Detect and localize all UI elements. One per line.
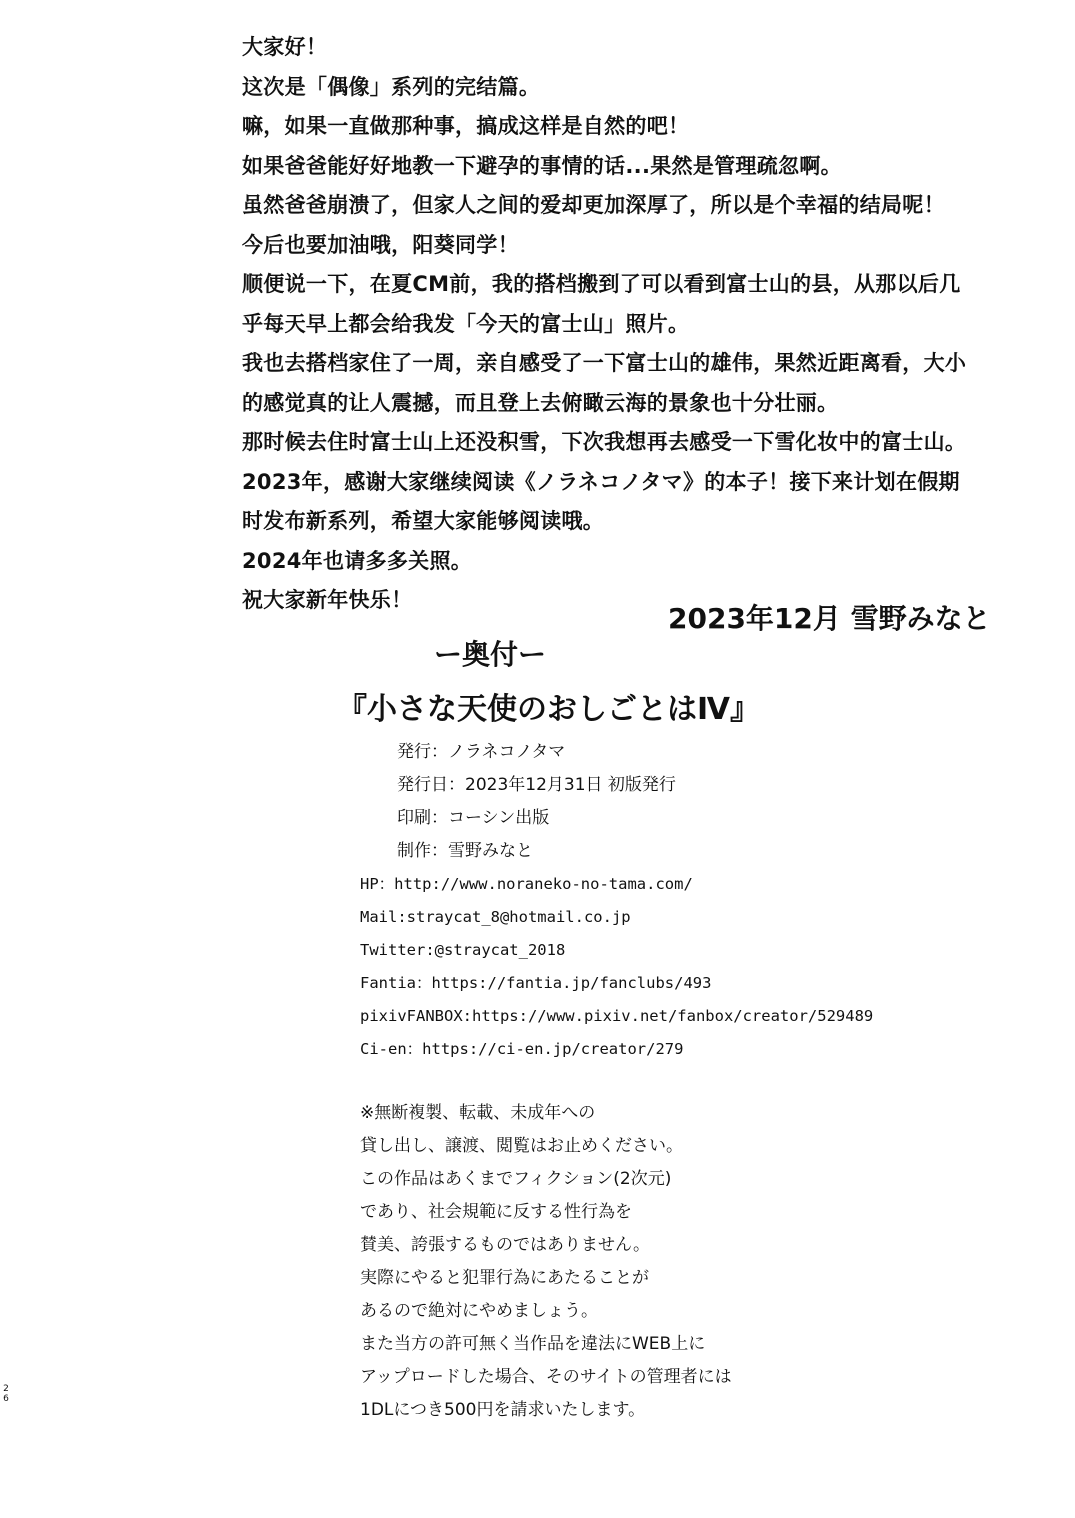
notice-line: また当方の許可無く当作品を違法にWEB上に — [360, 1334, 706, 1354]
notice-line: 貸し出し、譲渡、閲覧はお止めください。 — [360, 1136, 683, 1156]
notice-line: ※無断複製、転載、未成年への — [360, 1103, 596, 1123]
publication-info — [397, 736, 676, 868]
homepage-link: HP：http://www.noraneko-no-tama.com/ — [360, 875, 693, 893]
afterword-line: 乎每天早上都会给我发「今天的富士山」照片。 — [242, 311, 690, 336]
publisher-row: 発行：ノラネコノタマ — [397, 742, 566, 762]
afterword-line: 今后也要加油哦，阳葵同学！ — [242, 232, 519, 257]
page-number: 26 — [3, 1384, 9, 1404]
afterword-text — [242, 28, 1022, 621]
afterword-line: 这次是「偶像」系列的完结篇。 — [242, 74, 541, 99]
afterword-line: 我也去搭档家住了一周，亲自感受了一下富士山的雄伟，果然近距离看，大小 — [242, 351, 967, 375]
colophon-heading: ー奥付ー — [434, 638, 547, 671]
notice-line: あるので絶対にやめましょう。 — [360, 1301, 598, 1321]
afterword-line: 嘛，如果一直做那种事，搞成这样是自然的吧！ — [242, 114, 690, 138]
fantia-link: Fantia：https://fantia.jp/fanclubs/493 — [360, 974, 712, 992]
producer-row: 制作：雪野みなと — [397, 841, 533, 861]
legal-notice — [360, 1097, 732, 1427]
printer-row: 印刷：コーシン出版 — [397, 808, 550, 828]
notice-line: 1DLにつき500円を請求いたします。 — [360, 1400, 646, 1420]
afterword-line: 的感觉真的让人震撼，而且登上去俯瞰云海的景象也十分壮丽。 — [242, 390, 839, 415]
fanbox-link: pixivFANBOX:https://www.pixiv.net/fanbox/creator/529489 — [360, 1007, 874, 1025]
cien-link: Ci-en：https://ci-en.jp/creator/279 — [360, 1040, 684, 1058]
notice-line: であり、社会規範に反する性行為を — [360, 1202, 632, 1222]
notice-line: 賛美、誇張するものではありません。 — [360, 1235, 651, 1255]
afterword-line: 如果爸爸能好好地教一下避孕的事情的话...果然是管理疏忽啊。 — [242, 153, 842, 178]
notice-line: 実際にやると犯罪行為にあたることが — [360, 1268, 649, 1288]
afterword-line: 祝大家新年快乐！ — [242, 588, 413, 612]
afterword-line: 时发布新系列，希望大家能够阅读哦。 — [242, 509, 605, 533]
afterword-line: 那时候去住时富士山上还没积雪，下次我想再去感受一下雪化妆中的富士山。 — [242, 430, 967, 454]
notice-line: この作品はあくまでフィクション(2次元) — [360, 1169, 672, 1189]
afterword-line: 大家好！ — [242, 35, 328, 59]
mail-address: Mail:straycat_8@hotmail.co.jp — [360, 908, 631, 926]
book-title: 『小さな天使のおしごとはⅣ』 — [337, 692, 760, 727]
notice-line: アップロードした場合、そのサイトの管理者には — [360, 1367, 732, 1387]
author-signature: 2023年12月 雪野みなと — [668, 602, 991, 635]
afterword-line: 2023年，感谢大家继续阅读《ノラネコノタマ》的本子！接下来计划在假期 — [242, 469, 960, 494]
contact-links — [360, 868, 873, 1066]
afterword-line: 2024年也请多多关照。 — [242, 548, 473, 573]
afterword-line: 顺便说一下，在夏CM前，我的搭档搬到了可以看到富士山的县，从那以后几 — [242, 272, 961, 296]
publish-date-row: 発行日：2023年12月31日 初版発行 — [397, 775, 676, 795]
afterword-line: 虽然爸爸崩溃了，但家人之间的爱却更加深厚了，所以是个幸福的结局呢！ — [242, 193, 945, 217]
twitter-handle: Twitter:@straycat_2018 — [360, 941, 566, 959]
